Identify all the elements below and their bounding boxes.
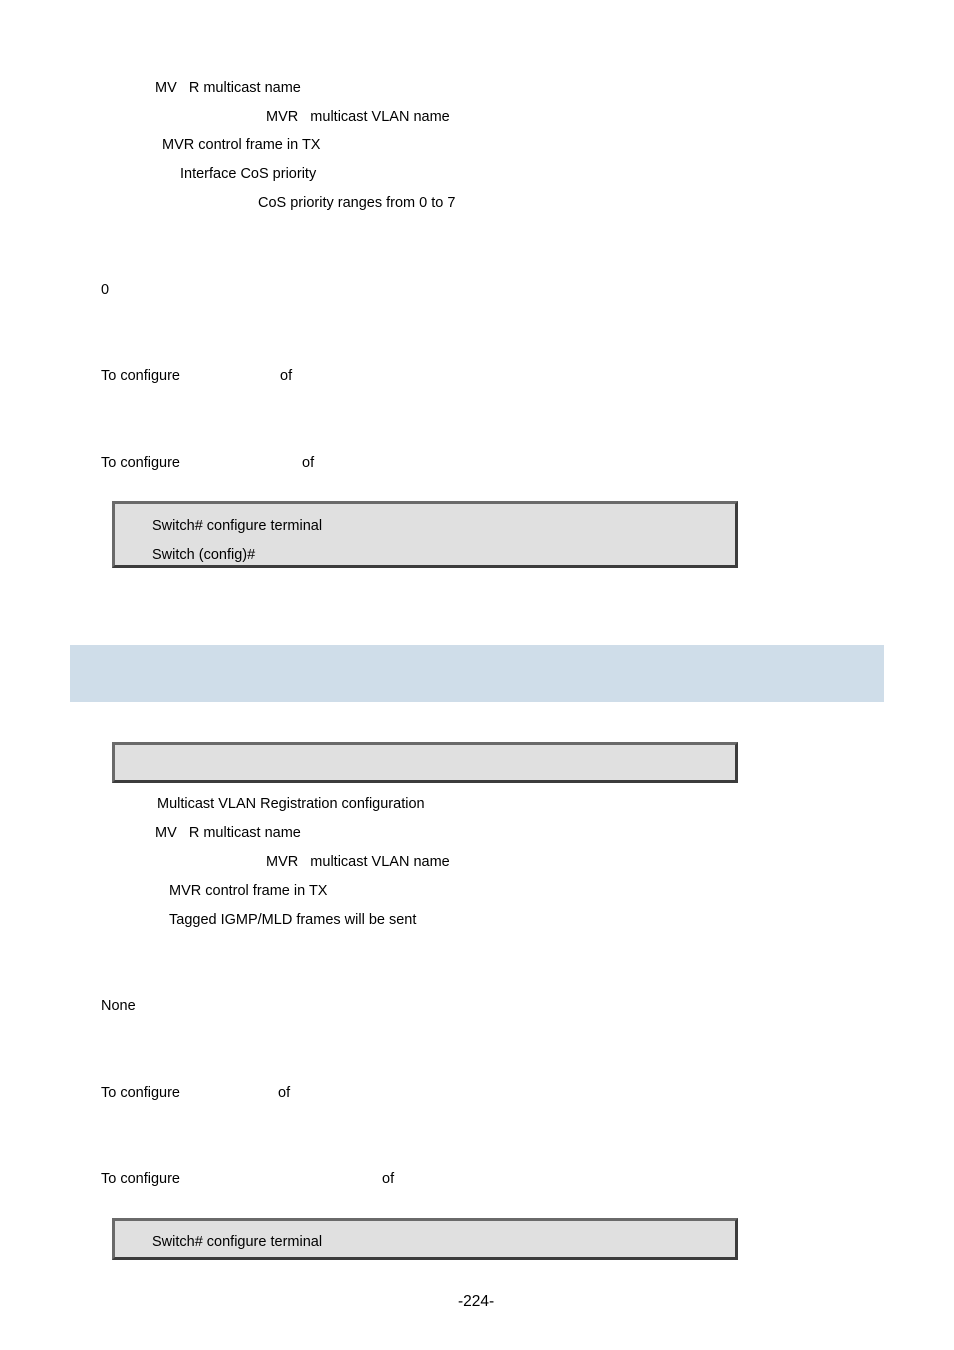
- example-code-box: [112, 1218, 738, 1260]
- section-heading-band: [70, 645, 884, 702]
- example-code-box: [112, 501, 738, 568]
- param-tagged-frames: Tagged IGMP/MLD frames will be sent: [169, 912, 417, 928]
- default-value: 0: [101, 282, 110, 298]
- param-interface-cos: Interface CoS priority: [180, 166, 317, 182]
- param-mvr-vlan-name: MVR multicast VLAN name: [266, 109, 450, 125]
- usage-line-suffix: of: [280, 368, 293, 384]
- param-mvr-description: Multicast VLAN Registration configuration: [157, 796, 425, 812]
- usage-line-prefix: To configure: [101, 455, 180, 471]
- code-line: Switch# configure terminal: [152, 518, 323, 534]
- command-syntax-box: [112, 742, 738, 783]
- param-control-frame: MVR control frame in TX: [162, 137, 321, 153]
- usage-line-prefix: To configure: [101, 1171, 180, 1187]
- page-number: -224-: [458, 1293, 495, 1310]
- usage-line-suffix: of: [302, 455, 315, 471]
- usage-line-suffix: of: [278, 1085, 291, 1101]
- usage-line-suffix: of: [382, 1171, 395, 1187]
- usage-line-prefix: To configure: [101, 368, 180, 384]
- usage-line-prefix: To configure: [101, 1085, 180, 1101]
- code-line: Switch# configure terminal: [152, 1234, 323, 1250]
- param-mvr-vlan-name: MVR multicast VLAN name: [266, 854, 450, 870]
- param-control-frame: MVR control frame in TX: [169, 883, 328, 899]
- param-mvr-name: MV R multicast name: [155, 80, 301, 96]
- param-cos-range: CoS priority ranges from 0 to 7: [258, 195, 456, 211]
- default-value: None: [101, 998, 136, 1014]
- param-mvr-name: MV R multicast name: [155, 825, 301, 841]
- code-line: Switch (config)#: [152, 547, 256, 563]
